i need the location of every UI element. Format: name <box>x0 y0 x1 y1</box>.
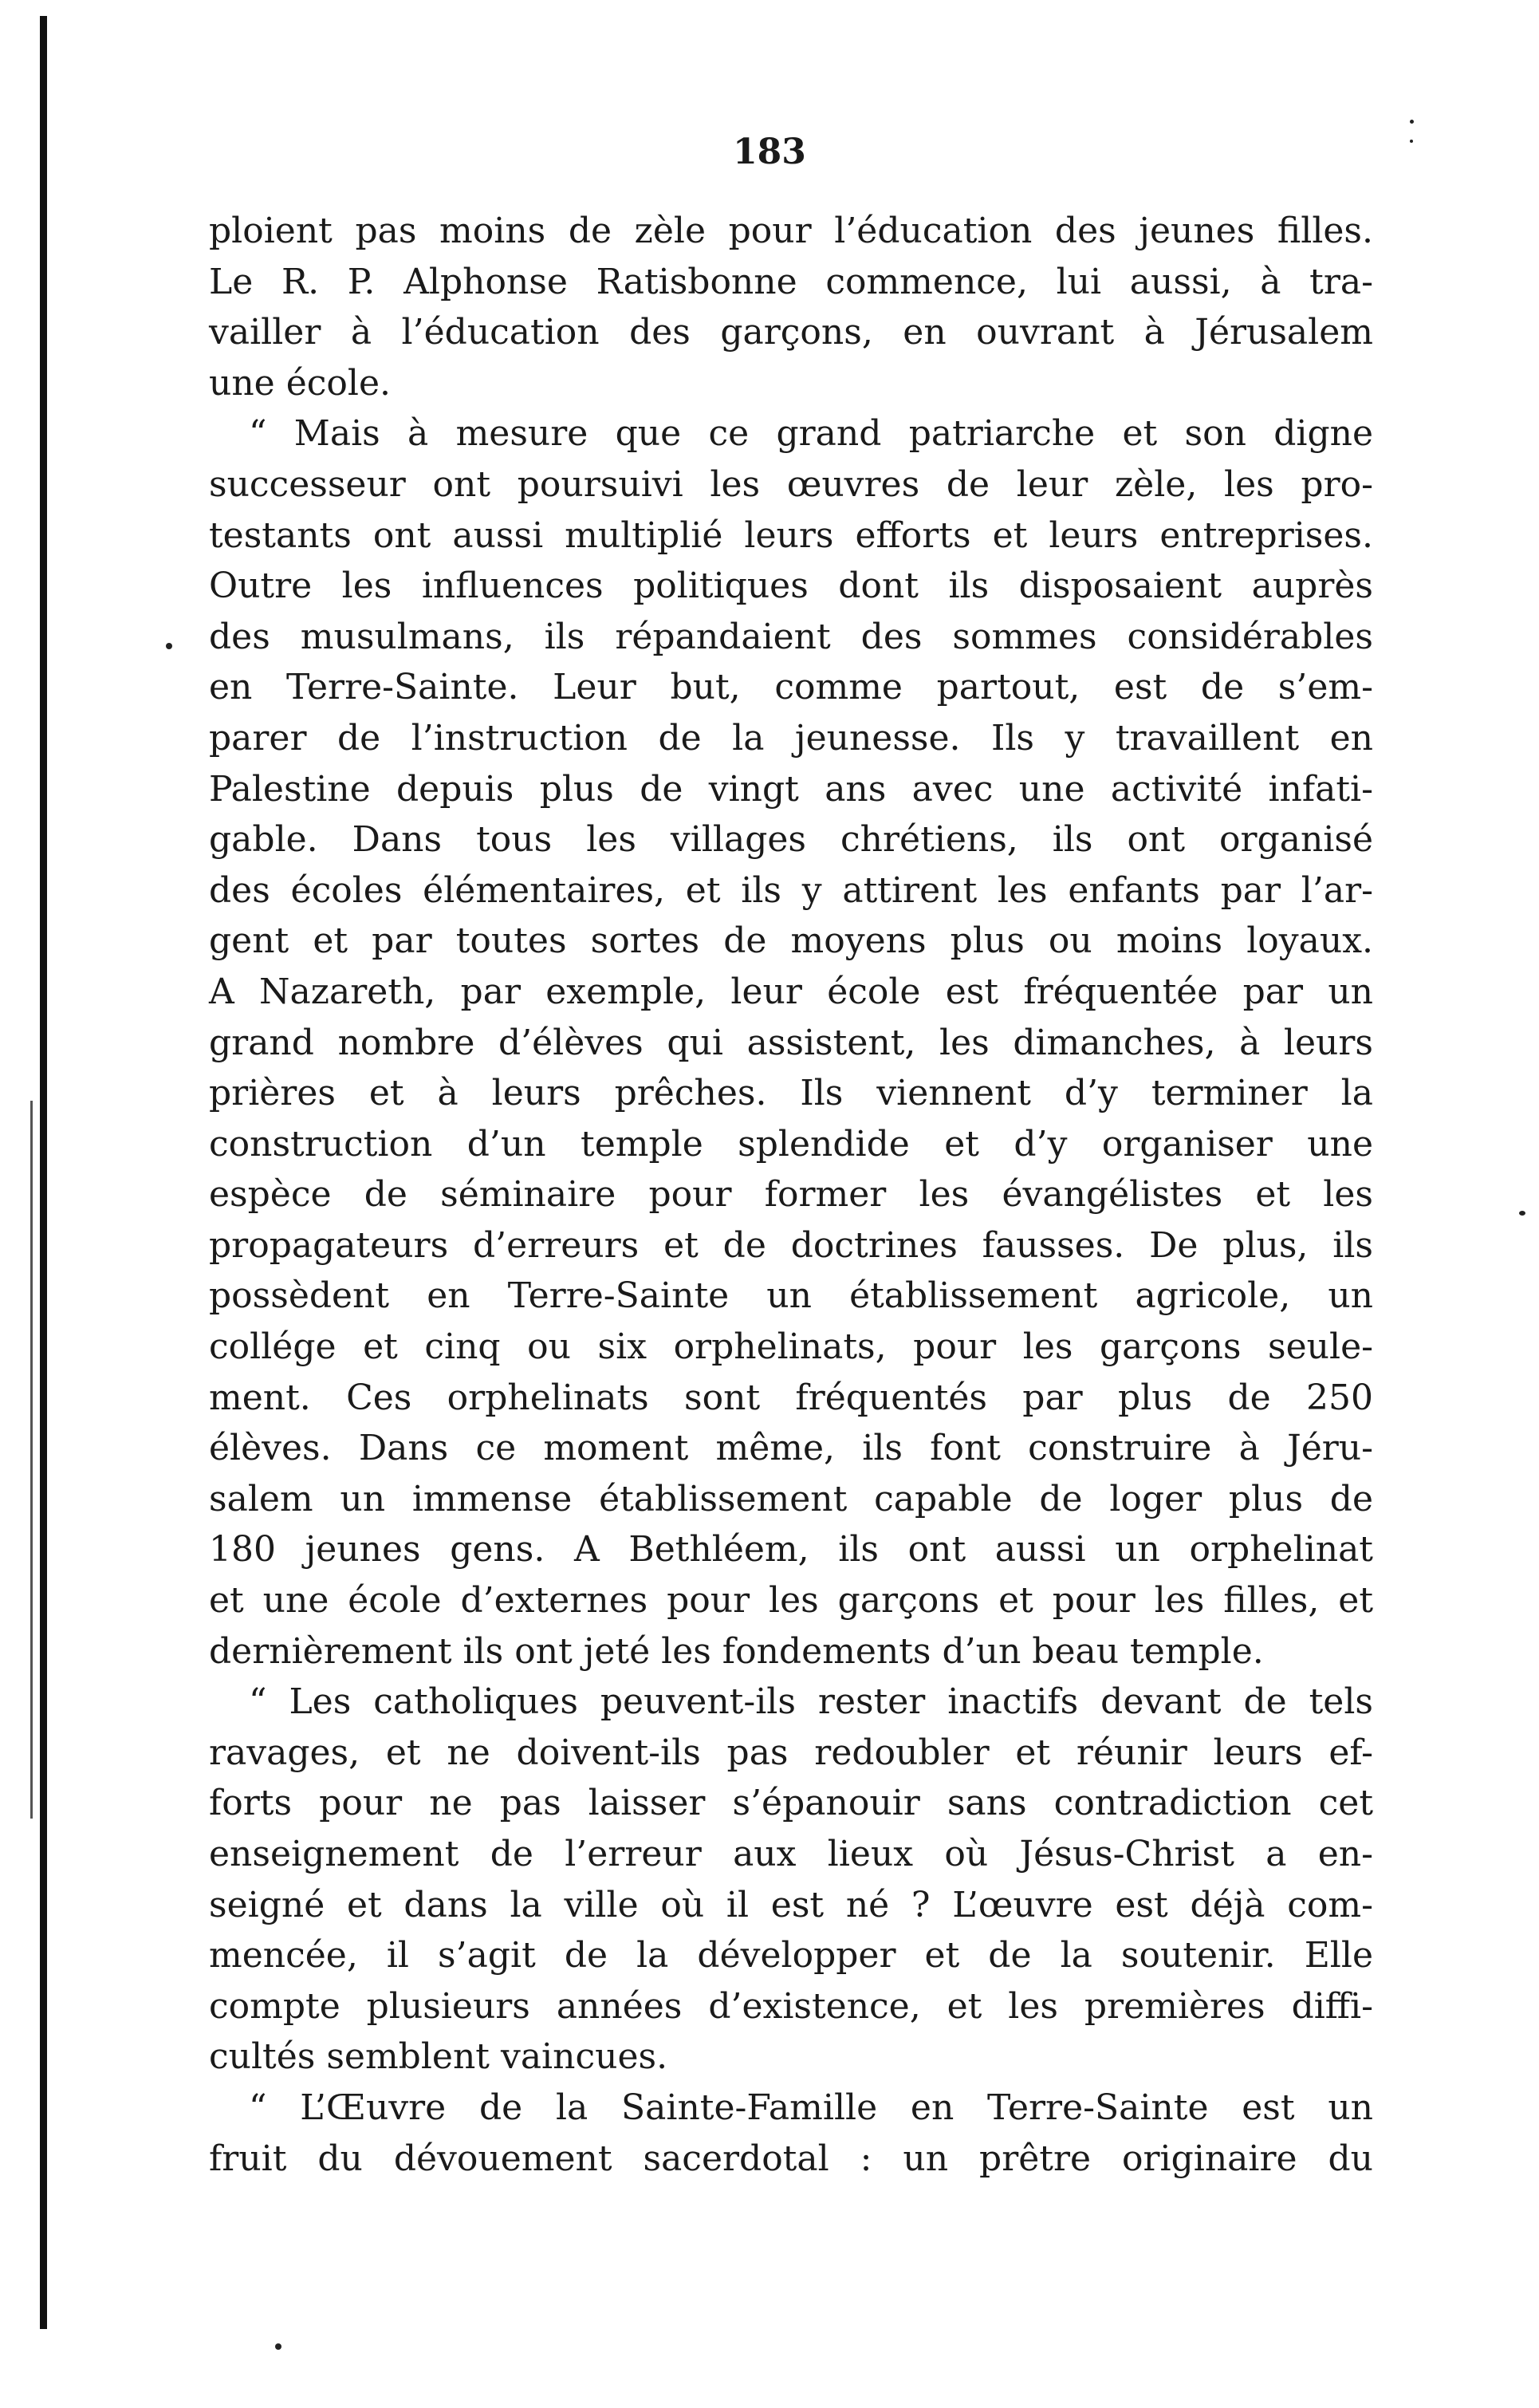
text-line: en Terre-Sainte. Leur but, comme partout, est de s’em- <box>209 667 1373 708</box>
text-line: “ L’Œuvre de la Sainte-Famille en Terre-Sainte est un <box>249 2087 1373 2128</box>
print-speck <box>166 643 172 649</box>
text-line: “ Mais à mesure que ce grand patriarche et son digne <box>249 413 1373 455</box>
text-line: enseignement de l’erreur aux lieux où Jésus-Christ a en- <box>209 1834 1373 1874</box>
text-line: possèdent en Terre-Sainte un établissement agricole, un <box>209 1275 1373 1317</box>
page-binding-shadow <box>30 1101 33 1819</box>
text-line: dernièrement ils ont jeté les fondements d’un beau temple. <box>209 1630 1264 1672</box>
text-line: des musulmans, ils répandaient des sommes considérables <box>209 616 1373 657</box>
text-line: Palestine depuis plus de vingt ans avec une activité infati- <box>209 768 1373 810</box>
text-line: collége et cinq ou six orphelinats, pour les garçons seule- <box>209 1326 1373 1368</box>
text-line: des écoles élémentaires, et ils y attirent les enfants par l’ar- <box>209 869 1373 911</box>
text-line: cultés semblent vaincues. <box>209 2036 668 2078</box>
print-speck <box>275 2343 281 2350</box>
text-line: fruit du dévouement sacerdotal : un prêtre originaire du <box>209 2138 1373 2179</box>
text-line: A Nazareth, par exemple, leur école est fréquentée par un <box>209 971 1373 1012</box>
text-line: 180 jeunes gens. A Bethléem, ils ont aussi un orphelinat <box>209 1529 1373 1571</box>
text-line: Outre les influences politiques dont ils disposaient auprès <box>209 566 1373 607</box>
text-line: ravages, et ne doivent-ils pas redoubler et réunir leurs ef- <box>209 1732 1373 1773</box>
text-line: une école. <box>209 362 391 404</box>
print-speck <box>1519 1211 1525 1216</box>
print-speck <box>1410 120 1414 124</box>
text-line: gent et par toutes sortes de moyens plus ou moins loyaux. <box>209 920 1373 962</box>
text-line: compte plusieurs années d’existence, et les premières diffi- <box>209 1985 1373 2027</box>
page-binding-edge <box>40 16 47 2329</box>
text-line: testants ont aussi multiplié leurs efforts et leurs entreprises. <box>209 514 1373 556</box>
text-line: Le R. P. Alphonse Ratisbonne commence, lui aussi, à tra- <box>209 261 1373 302</box>
text-line: successeur ont poursuivi les œuvres de leur zèle, les pro- <box>209 463 1373 505</box>
text-line: ploient pas moins de zèle pour l’éducation des jeunes filles. <box>209 211 1373 251</box>
text-line: et une école d’externes pour les garçons et pour les filles, et <box>209 1580 1373 1622</box>
text-line: salem un immense établissement capable de loger plus de <box>209 1478 1373 1519</box>
text-line: élèves. Dans ce moment même, ils font construire à Jéru- <box>209 1428 1373 1469</box>
text-line: construction d’un temple splendide et d’y organiser une <box>209 1123 1373 1165</box>
text-line: propagateurs d’erreurs et de doctrines fausses. De plus, ils <box>209 1224 1373 1266</box>
text-line: grand nombre d’élèves qui assistent, les dimanches, à leurs <box>209 1022 1373 1063</box>
text-line: seigné et dans la ville où il est né ? L’œuvre est déjà com- <box>209 1884 1373 1925</box>
page-number: 183 <box>733 132 806 172</box>
text-line: ment. Ces orphelinats sont fréquentés par plus de 250 <box>209 1377 1373 1418</box>
text-line: vailler à l’éducation des garçons, en ouvrant à Jérusalem <box>209 312 1373 353</box>
text-line: espèce de séminaire pour former les évangélistes et les <box>209 1174 1373 1216</box>
text-line: gable. Dans tous les villages chrétiens, ils ont organisé <box>209 819 1373 861</box>
body-text <box>209 206 1373 2184</box>
text-line: mencée, il s’agit de la développer et de la soutenir. Elle <box>209 1935 1373 1976</box>
text-line: “ Les catholiques peuvent-ils rester inactifs devant de tels <box>249 1681 1373 1723</box>
text-line: prières et à leurs prêches. Ils viennent d’y terminer la <box>209 1073 1373 1114</box>
text-line: forts pour ne pas laisser s’épanouir sans contradiction cet <box>209 1783 1373 1824</box>
text-line: parer de l’instruction de la jeunesse. Ils y travaillent en <box>209 717 1373 759</box>
